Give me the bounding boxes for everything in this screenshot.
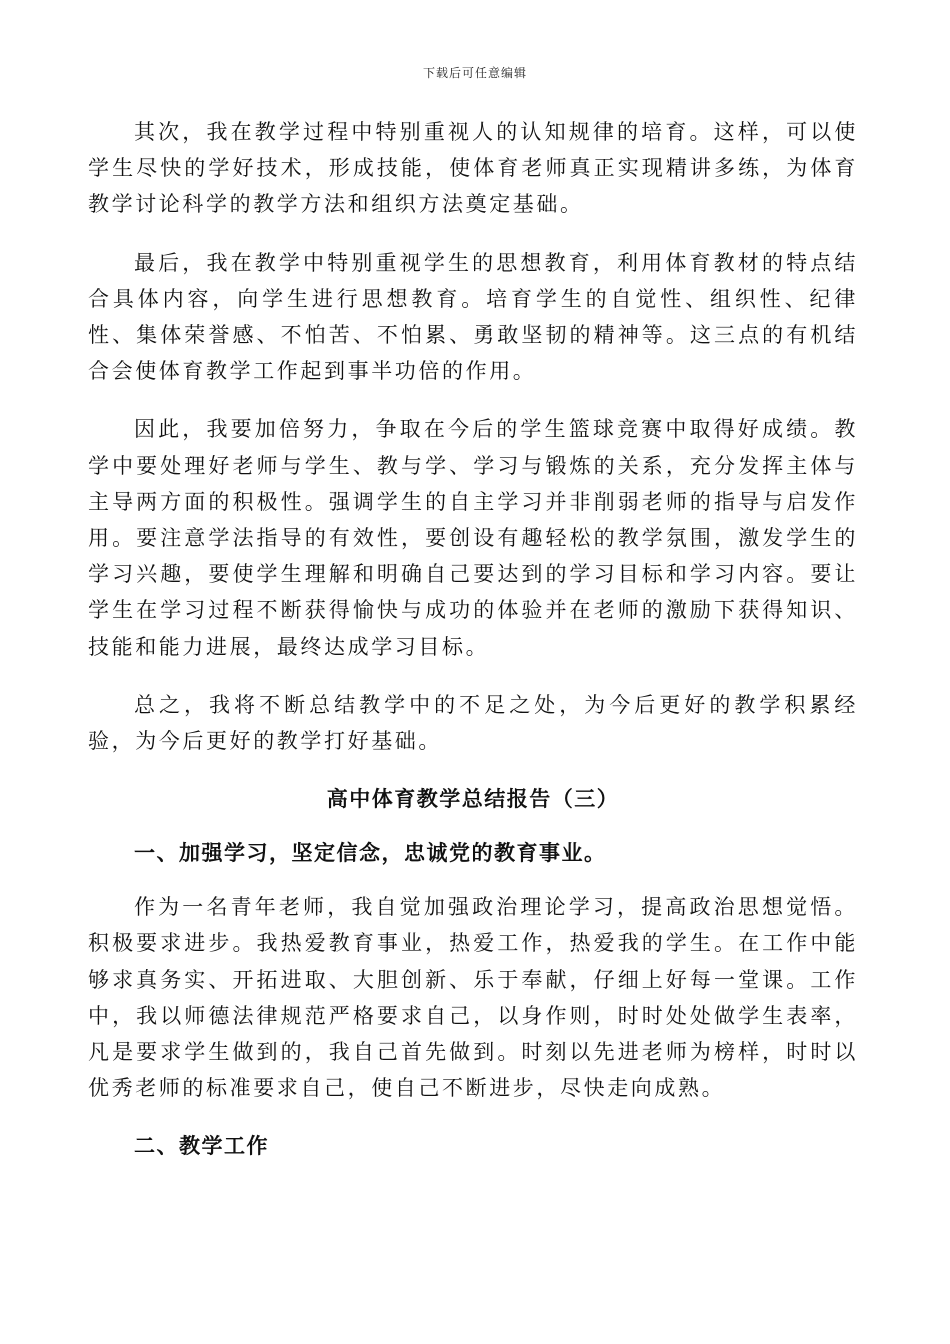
paragraph: 其次，我在教学过程中特别重视人的认知规律的培育。这样，可以使学生尽快的学好技术，形成技能，使体育老师真正实现精讲多练，为体育教学讨论科学的教学方法和组织方法奠定基础。: [88, 120, 858, 217]
paragraph: 最后，我在教学中特别重视学生的思想教育，利用体育教材的特点结合具体内容，向学生进行思想教育。培育学生的自觉性、组织性、纪律性、集体荣誉感、不怕苦、不怕累、勇敢坚韧的精神等。这三点的有机结合会使体育教学工作起到事半功倍的作用。: [88, 250, 858, 384]
section-title: 高中体育教学总结报告（三）: [326, 786, 620, 812]
paragraph: 总之，我将不断总结教学中的不足之处，为今后更好的教学积累经验，为今后更好的教学打好基础。: [88, 692, 858, 754]
section-heading-1: 一、加强学习，坚定信念，忠诚党的教育事业。: [134, 840, 607, 866]
header-note: 下载后可任意编辑: [422, 66, 527, 80]
document-body: [88, 114, 858, 1182]
paragraph: 因此，我要加倍努力，争取在今后的学生篮球竞赛中取得好成绩。教学中要处理好老师与学生、教与学、学习与锻炼的关系，充分发挥主体与主导两方面的积极性。强调学生的自主学习并非削弱老师的指导与启发作用。要注意学法指导的有效性，要创设有趣轻松的教学氛围，激发学生的学习兴趣，要使学生理解和明确自己要达到的学习目标和学习内容。要让学生在学习过程不断获得愉快与成功的体验并在老师的激励下获得知识、技能和能力进展，最终达成学习目标。: [88, 417, 858, 659]
section-heading-2: 二、教学工作: [134, 1133, 269, 1159]
paragraph: 作为一名青年老师，我自觉加强政治理论学习，提高政治思想觉悟。积极要求进步。我热爱教育事业，热爱工作，热爱我的学生。在工作中能够求真务实、开拓进取、大胆创新、乐于奉献，仔细上好每一堂课。工作中，我以师德法律规范严格要求自己，以身作则，时时处处做学生表率，凡是要求学生做到的，我自己首先做到。时刻以先进老师为榜样，时时以优秀老师的标准要求自己，使自己不断进步，尽快走向成熟。: [88, 895, 858, 1101]
